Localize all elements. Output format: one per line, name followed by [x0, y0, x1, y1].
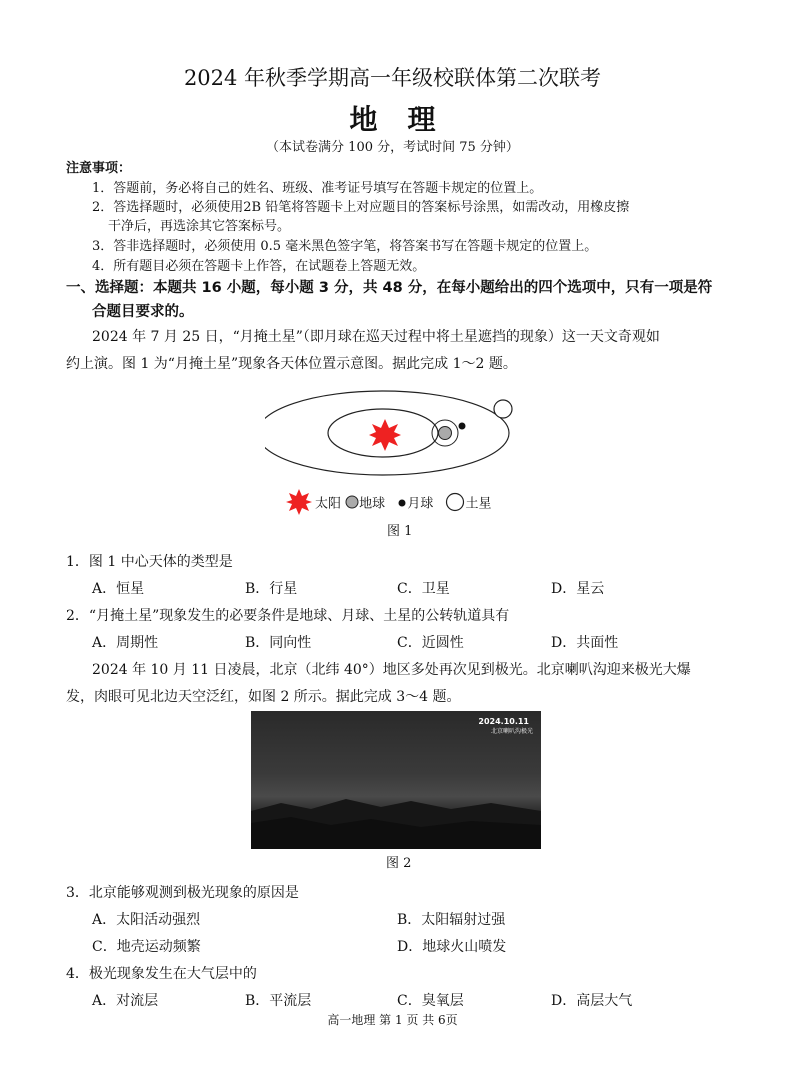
legend-saturn-label: 土星	[465, 496, 492, 512]
section-heading-cont: 合题目要求的。	[92, 304, 194, 320]
legend-sun-label: 太阳	[315, 496, 342, 512]
figure-1-legend	[283, 488, 491, 520]
figure-1-caption: 图 1	[387, 524, 413, 539]
passage-text: 约上演。图 1 为“月掩土星”现象各天体位置示意图。据此完成 1～2 题。	[66, 356, 517, 372]
q2-option-c[interactable]: C．近圆性	[397, 635, 464, 651]
aurora-photo	[251, 711, 541, 849]
q1-option-c[interactable]: C．卫星	[397, 581, 450, 597]
q3-option-c[interactable]: C．地壳运动频繁	[92, 939, 201, 955]
q3-option-a[interactable]: A．太阳活动强烈	[92, 912, 201, 928]
subject-title: 地理	[349, 103, 466, 136]
q3-option-b[interactable]: B．太阳辐射过强	[397, 912, 506, 928]
section-heading: 一、选择题：本题共 16 小题，每小题 3 分，共 48 分，在每小题给出的四个选项中，只有一项是符	[66, 280, 713, 296]
saturn-icon	[494, 400, 512, 418]
notice-item: 4．所有题目必须在答题卡上作答，在试题卷上答题无效。	[92, 259, 426, 274]
q4-option-c[interactable]: C．臭氧层	[397, 993, 464, 1009]
question-1-stem: 1．图 1 中心天体的类型是	[66, 554, 233, 570]
earth-legend-icon	[345, 495, 359, 513]
notice-item: 3．答非选择题时，必须使用 0.5 毫米黑色签字笔，将答案书写在答题卡规定的位置上。	[92, 239, 598, 254]
q4-option-a[interactable]: A．对流层	[92, 993, 159, 1009]
q2-option-b[interactable]: B．同向性	[245, 635, 312, 651]
q1-option-d[interactable]: D．星云	[551, 581, 605, 597]
passage-text: 2024 年 7 月 25 日，“月掩土星”（即月球在巡天过程中将土星遮挡的现象）这一天文奇观如	[92, 329, 660, 345]
page-footer: 高一地理 第 1 页 共 6页	[327, 1013, 458, 1027]
mountain-silhouette	[251, 789, 541, 849]
moon-icon	[459, 423, 466, 430]
passage-text: 2024 年 10 月 11 日凌晨，北京（北纬 40°）地区多处再次见到极光。北京喇叭沟迎来极光大爆	[92, 662, 691, 678]
moon-legend-icon	[397, 497, 407, 512]
figure-2-caption: 图 2	[386, 856, 412, 871]
q2-option-d[interactable]: D．共面性	[551, 635, 619, 651]
sun-legend-icon	[283, 488, 315, 520]
sun-icon	[369, 419, 401, 451]
q4-option-d[interactable]: D．高层大气	[551, 993, 633, 1009]
notice-item: 2．答选择题时，必须使用2B 铅笔将答题卡上对应题目的答案标号涂黑，如需改动，用橡皮擦	[92, 200, 630, 215]
photo-place-stamp: 北京喇叭沟极光	[490, 728, 533, 735]
notice-heading: 注意事项：	[66, 161, 132, 176]
saturn-legend-icon	[445, 492, 465, 516]
question-3-stem: 3．北京能够观测到极光现象的原因是	[66, 885, 299, 901]
q3-option-d[interactable]: D．地球火山喷发	[397, 939, 507, 955]
exam-title: 2024 年秋季学期高一年级校联体第二次联考	[183, 66, 602, 90]
exam-info: （本试卷满分 100 分，考试时间 75 分钟）	[266, 140, 519, 155]
q1-option-a[interactable]: A．恒星	[92, 581, 145, 597]
question-2-stem: 2．“月掩土星”现象发生的必要条件是地球、月球、土星的公转轨道具有	[66, 608, 510, 624]
q2-option-a[interactable]: A．周期性	[92, 635, 159, 651]
passage-text: 发，肉眼可见北边天空泛红，如图 2 所示。据此完成 3～4 题。	[66, 689, 461, 705]
photo-date-stamp: 2024.10.11	[478, 717, 529, 726]
q4-option-b[interactable]: B．平流层	[245, 993, 312, 1009]
notice-item: 1．答题前，务必将自己的姓名、班级、准考证号填写在答题卡规定的位置上。	[92, 181, 543, 196]
q1-option-b[interactable]: B．行星	[245, 581, 298, 597]
notice-item: 干净后，再选涂其它答案标号。	[108, 219, 291, 234]
earth-icon	[439, 427, 452, 440]
legend-moon-label: 月球	[407, 496, 434, 512]
legend-earth-label: 地球	[359, 496, 386, 512]
question-4-stem: 4．极光现象发生在大气层中的	[66, 966, 257, 982]
